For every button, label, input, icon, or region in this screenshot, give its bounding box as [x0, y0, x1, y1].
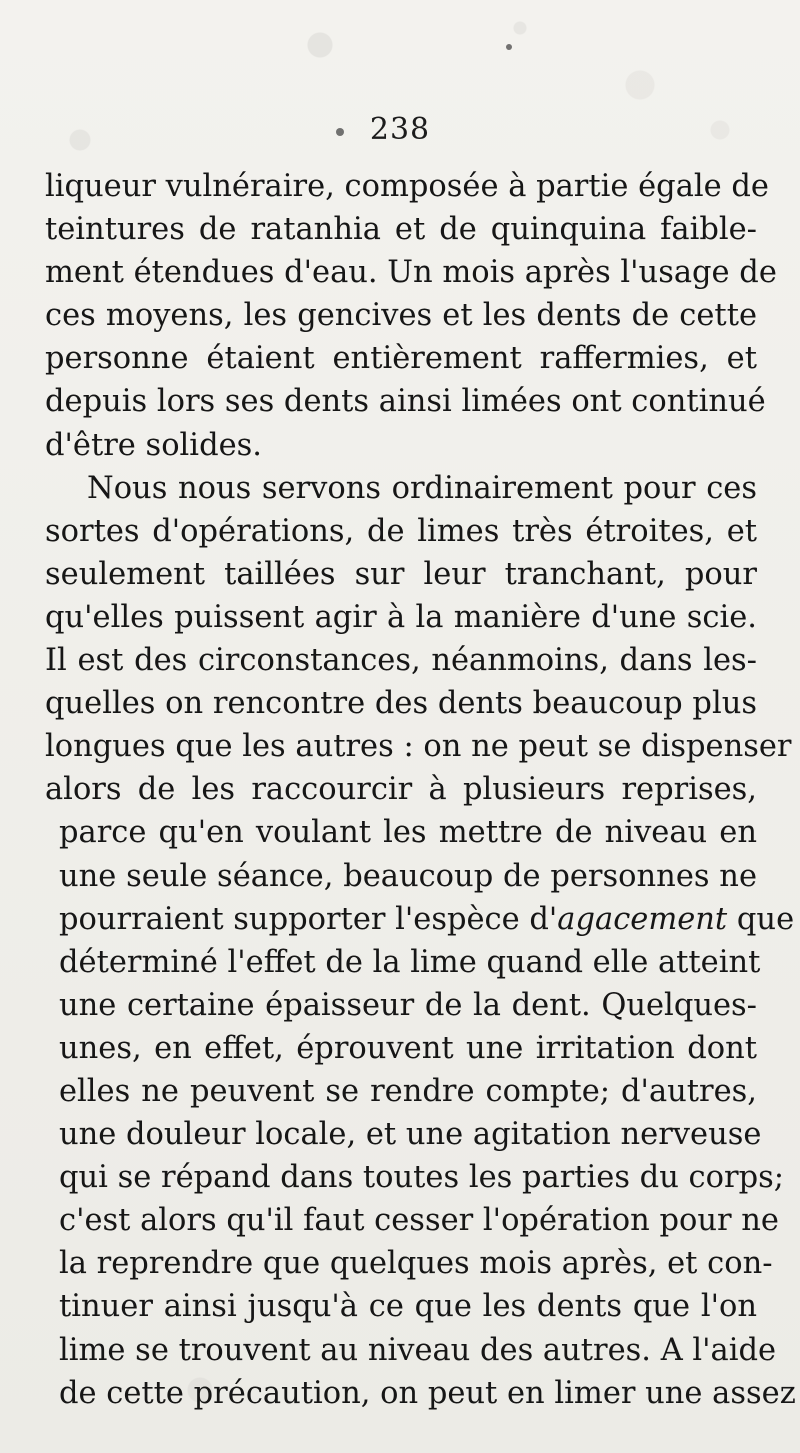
text-line: une seule séance, beaucoup de personnes ne	[59, 858, 757, 894]
text-line-with-italic	[45, 898, 795, 941]
text-line: lime se trouvent au niveau des autres. A l'aide	[59, 1332, 777, 1368]
text-line: unes, en effet, éprouvent une irritation dont	[59, 1030, 757, 1066]
page-number: 238	[369, 112, 431, 147]
text-line: ment étendues d'eau. Un mois après l'usage de	[45, 255, 777, 291]
text-line: déterminé l'effet de la lime quand elle atteint	[59, 944, 761, 980]
text-line: tinuer ainsi jusqu'à ce que les dents que l'on	[59, 1289, 757, 1325]
text-line: sortes d'opérations, de limes très étroites, et	[45, 513, 757, 549]
text-line: alors de les raccourcir à plusieurs reprises,	[45, 772, 757, 808]
text-line: liqueur vulnéraire, composée à partie égale de	[45, 169, 769, 204]
ink-speck	[506, 44, 512, 50]
text-line: une douleur locale, et une agitation nerveuse	[59, 1117, 762, 1153]
text-segment: que	[727, 901, 795, 937]
text-line: personne étaient entièrement raffermies, et	[45, 341, 757, 377]
text-line: une certaine épaisseur de la dent. Quelques-	[59, 987, 757, 1023]
text-line: qui se répand dans toutes les parties du corps;	[59, 1160, 785, 1196]
paragraph-first-line: Nous nous servons ordinairement pour ces	[87, 470, 757, 506]
body-text	[45, 165, 796, 1415]
text-line: ces moyens, les gencives et les dents de cette	[45, 298, 757, 334]
text-line: qu'elles puissent agir à la manière d'une scie.	[45, 599, 757, 635]
text-line: quelles on rencontre des dents beaucoup plus	[45, 686, 757, 722]
text-line: Il est des circonstances, néanmoins, dans les-	[45, 643, 757, 679]
text-line: c'est alors qu'il faut cesser l'opération pour ne	[59, 1203, 779, 1239]
text-line: seulement taillées sur leur tranchant, pour	[45, 556, 757, 592]
text-line: depuis lors ses dents ainsi limées ont continué	[45, 384, 766, 420]
text-line: teintures de ratanhia et de quinquina faible-	[45, 212, 757, 248]
italic-word: agacement	[557, 901, 728, 937]
text-line: elles ne peuvent se rendre compte; d'autres,	[59, 1073, 757, 1109]
text-segment: pourraient supporter l'espèce d'	[59, 901, 558, 937]
text-line: longues que les autres : on ne peut se dispenser	[45, 729, 792, 765]
text-line: d'être solides.	[45, 427, 262, 463]
text-line: de cette précaution, on peut en limer une assez	[59, 1375, 796, 1411]
text-line: la reprendre que quelques mois après, et con-	[59, 1246, 773, 1282]
text-line: parce qu'en voulant les mettre de niveau en	[59, 815, 757, 851]
